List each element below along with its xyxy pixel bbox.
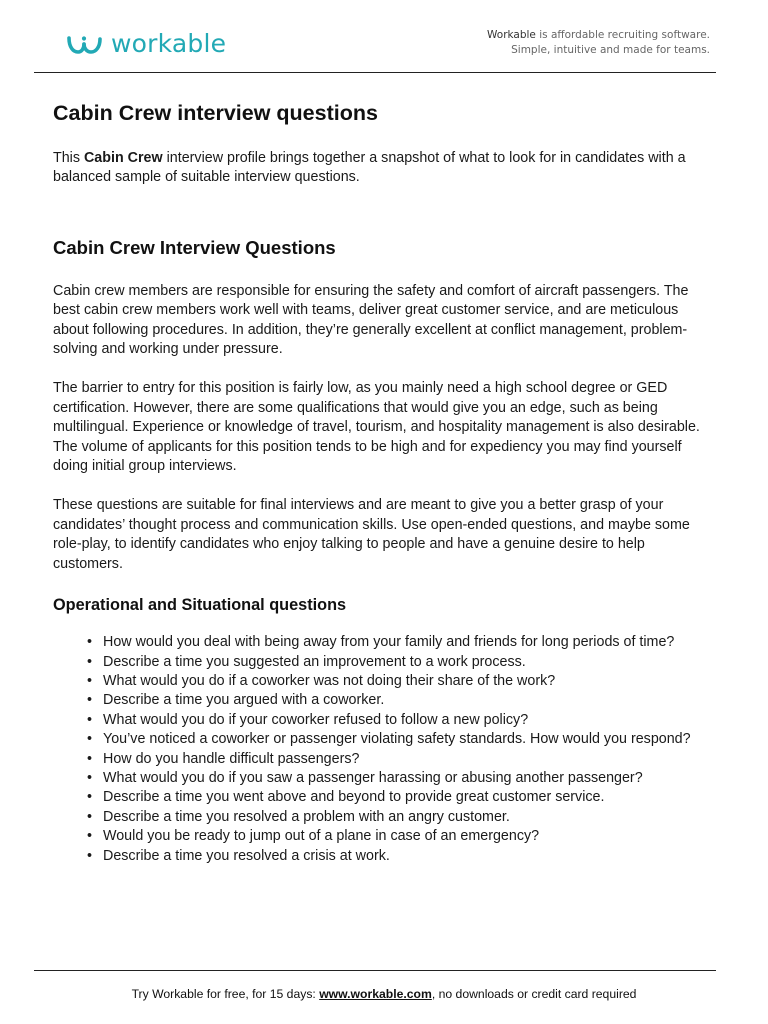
bullet: • bbox=[87, 634, 93, 651]
bullet: • bbox=[87, 808, 93, 825]
intro-before: This bbox=[53, 150, 84, 166]
bullet: • bbox=[87, 672, 93, 689]
footer-text-after: , no downloads or credit card required bbox=[431, 987, 637, 1001]
question-text: Describe a time you went above and beyond to provide great customer service. bbox=[103, 789, 605, 806]
subsection-title: Operational and Situational questions bbox=[53, 596, 347, 615]
body-paragraph-1: Cabin crew members are responsible for ensuring the safety and comfort of aircraft passengers. The best cabin crew members work well with teams, deliver great customer service, and are meticulous about following procedures. In addition, they’re generally excellent at conflict management, problem-solving and working under pressure. bbox=[53, 282, 689, 358]
body-paragraph-2: The barrier to entry for this position is fairly low, as you mainly need a high school degree or GED certification. However, there are some qualifications that would give you an edge, such as being multilingual. Experience or knowledge of travel, tourism, and hospitality management is also desirable. The volume of applicants for this position tends to be high and for expediency you may find yourself doing initial group interviews. bbox=[53, 380, 700, 475]
header-tagline bbox=[487, 28, 710, 58]
body-paragraph-3: These questions are suitable for final interviews and are meant to give you a better grasp of your candidates’ thought process and communication skills. Use open-ended questions, and maybe some role-play, to identify candidates who enjoy talking to people and have a genuine desire to help customers. bbox=[53, 497, 690, 572]
list-item bbox=[87, 711, 718, 730]
workable-link[interactable]: www.workable.com bbox=[319, 987, 432, 1001]
list-item bbox=[87, 730, 718, 749]
section-title: Cabin Crew Interview Questions bbox=[53, 236, 336, 258]
question-text: How do you handle difficult passengers? bbox=[103, 750, 360, 767]
list-item bbox=[87, 808, 718, 827]
question-text: Would you be ready to jump out of a plane in case of an emergency? bbox=[103, 828, 540, 845]
workable-logo[interactable] bbox=[67, 30, 226, 58]
bullet: • bbox=[87, 789, 93, 806]
list-item bbox=[87, 769, 718, 788]
page-footer bbox=[0, 986, 768, 1002]
question-text: Describe a time you argued with a coworker. bbox=[103, 692, 385, 709]
page-header bbox=[34, 22, 716, 72]
workable-logo-mark-icon bbox=[67, 31, 105, 57]
list-item bbox=[87, 847, 718, 866]
tagline-line-1-rest: is affordable recruiting software. bbox=[535, 29, 710, 41]
intro-paragraph bbox=[53, 149, 718, 188]
bullet: • bbox=[87, 692, 93, 709]
questions-list bbox=[53, 633, 718, 866]
footer-divider bbox=[34, 970, 716, 971]
bullet: • bbox=[87, 769, 93, 786]
footer-text-before: Try Workable for free, for 15 days: bbox=[131, 987, 320, 1001]
list-item bbox=[87, 788, 718, 807]
question-text: Describe a time you suggested an improvement to a work process. bbox=[103, 653, 526, 670]
question-text: What would you do if a coworker was not doing their share of the work? bbox=[103, 672, 556, 689]
bullet: • bbox=[87, 847, 93, 864]
question-text: Describe a time you resolved a crisis at work. bbox=[103, 847, 390, 864]
list-item bbox=[87, 633, 718, 652]
list-item bbox=[87, 750, 718, 769]
bullet: • bbox=[87, 828, 93, 845]
tagline-brand: Workable bbox=[487, 29, 536, 41]
question-text: Describe a time you resolved a problem with an angry customer. bbox=[103, 808, 510, 825]
tagline-line-1 bbox=[487, 28, 710, 43]
bullet: • bbox=[87, 750, 93, 767]
tagline-line-2: Simple, intuitive and made for teams. bbox=[511, 44, 710, 56]
bullet: • bbox=[87, 653, 93, 670]
question-text: What would you do if you saw a passenger harassing or abusing another passenger? bbox=[103, 769, 643, 786]
header-divider bbox=[34, 72, 716, 73]
bullet: • bbox=[87, 711, 93, 728]
question-text: You’ve noticed a coworker or passenger violating safety standards. How would you respond? bbox=[103, 731, 691, 748]
list-item bbox=[87, 653, 718, 672]
intro-after: interview profile brings together a snapshot of what to look for in candidates with a balanced sample of suitable interview questions. bbox=[53, 150, 686, 186]
document-body bbox=[53, 99, 718, 866]
list-item bbox=[87, 672, 718, 691]
bullet: • bbox=[87, 731, 93, 748]
question-text: How would you deal with being away from your family and friends for long periods of time? bbox=[103, 634, 675, 651]
list-item bbox=[87, 827, 718, 846]
question-text: What would you do if your coworker refused to follow a new policy? bbox=[103, 711, 529, 728]
intro-bold-role: Cabin Crew bbox=[83, 150, 163, 166]
logo-text: workable bbox=[111, 29, 227, 58]
list-item bbox=[87, 691, 718, 710]
page-title: Cabin Crew interview questions bbox=[53, 101, 378, 125]
